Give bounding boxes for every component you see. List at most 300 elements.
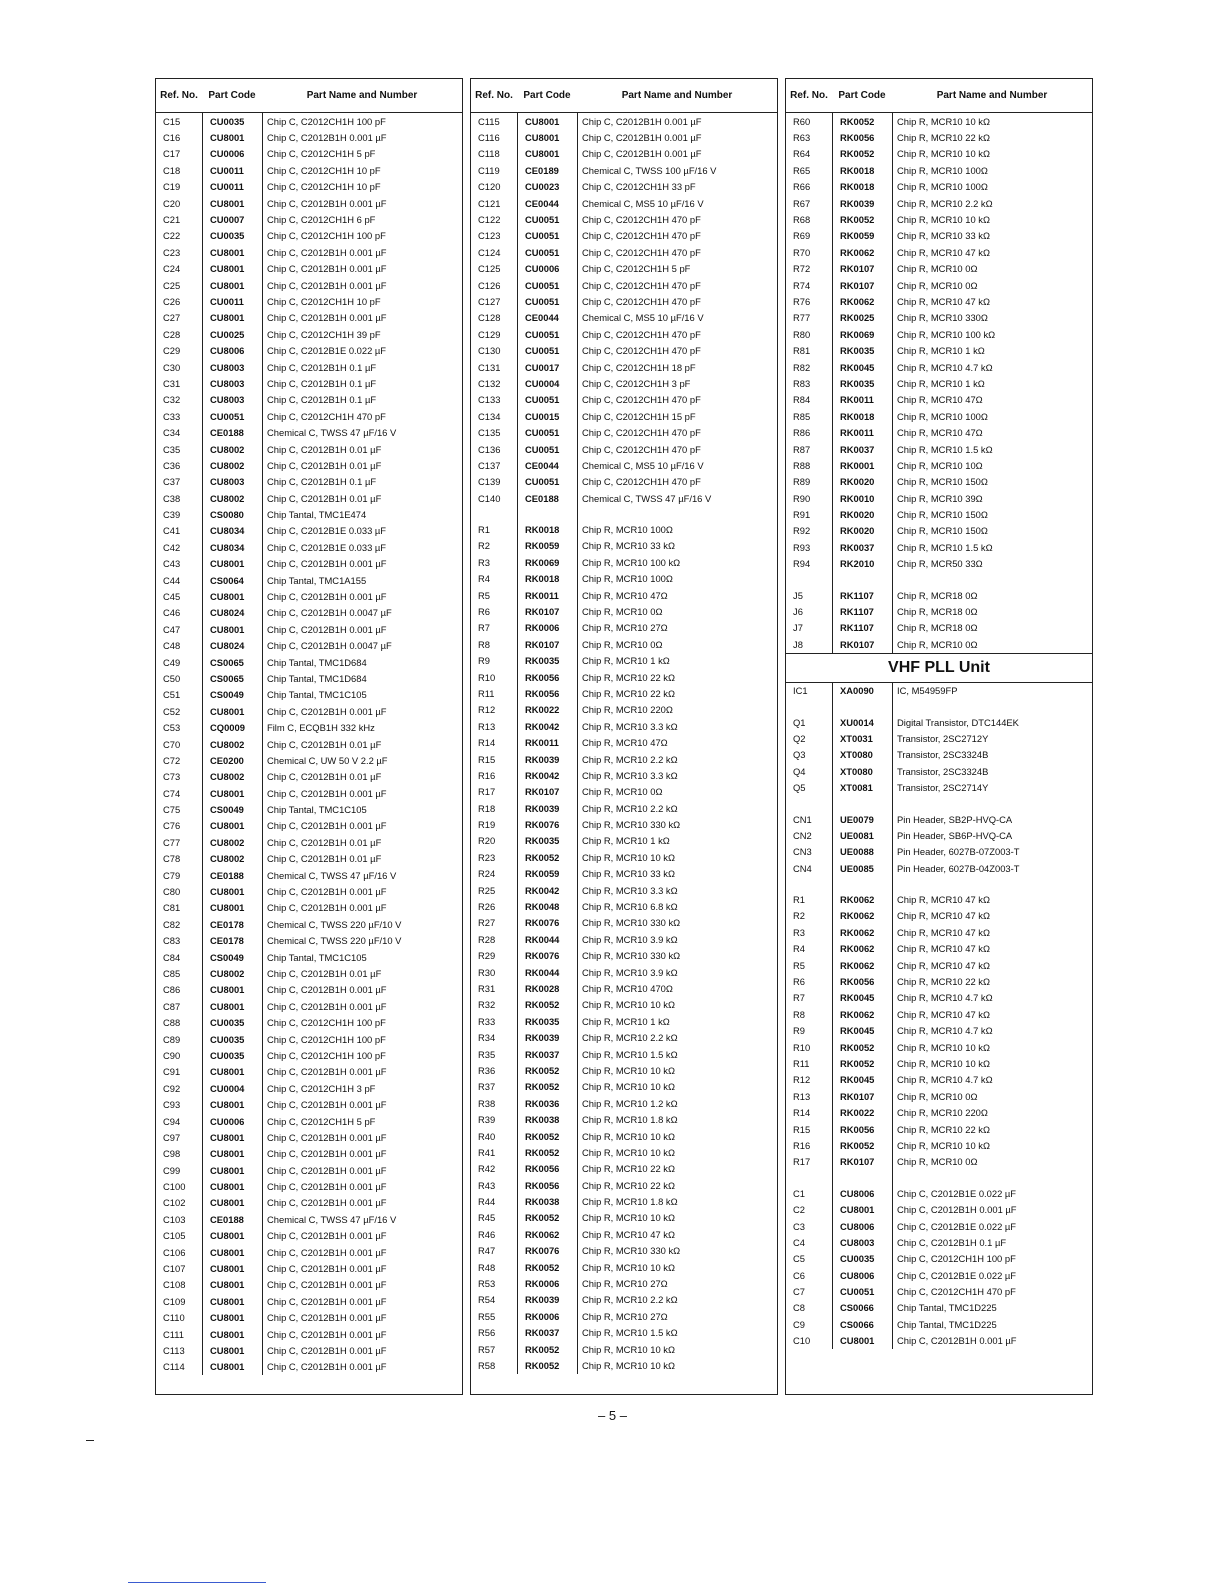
ref-no-cell: R15 — [793, 1123, 811, 1135]
ref-no-cell: R5 — [478, 589, 490, 601]
ref-no-cell: C81 — [163, 902, 181, 914]
part-code-cell: CU8002 — [210, 853, 245, 865]
part-name-cell: Chemical C, TWSS 47 µF/16 V — [267, 869, 397, 881]
part-code-cell: RK0062 — [840, 926, 875, 938]
ref-no-cell: R1 — [478, 524, 490, 536]
part-code-cell: RK0022 — [840, 1107, 875, 1119]
ref-no-cell: C88 — [163, 1017, 181, 1029]
ref-no-cell: C36 — [163, 459, 181, 471]
ref-no-cell: C125 — [478, 263, 501, 275]
part-name-cell: Chip Tantal, TMC1E474 — [267, 509, 367, 521]
part-name-cell: Chip C, C2012B1H 0.0047 µF — [267, 640, 392, 652]
ref-no-cell: R20 — [478, 835, 496, 847]
ref-no-cell: R2 — [478, 540, 490, 552]
part-name-cell: Chemical C, MS5 10 µF/16 V — [582, 312, 704, 324]
ref-no-cell: C109 — [163, 1295, 186, 1307]
ref-no-cell: C1 — [793, 1187, 805, 1199]
part-name-cell: Chip C, C2012B1H 0.01 µF — [267, 459, 382, 471]
ref-no-cell: R46 — [478, 1228, 496, 1240]
part-name-cell: Chip C, C2012B1H 0.001 µF — [267, 246, 387, 258]
part-name-cell: Chip C, C2012B1H 0.1 µF — [267, 377, 377, 389]
part-name-cell: Chip R, MCR10 1.5 kΩ — [582, 1327, 678, 1339]
part-code-cell: CS0066 — [840, 1318, 874, 1330]
part-name-cell: Chip C, C2012B1H 0.01 µF — [267, 443, 382, 455]
ref-no-cell: R82 — [793, 361, 811, 373]
part-code-cell: RK0069 — [840, 328, 875, 340]
part-name-cell: Chip C, C2012CH1H 5 pF — [267, 1115, 376, 1127]
part-code-cell: RK0011 — [840, 394, 874, 406]
part-code-cell: RK0056 — [525, 1179, 560, 1191]
part-name-cell: Chip C, C2012CH1H 5 pF — [267, 148, 376, 160]
part-code-cell: RK0052 — [840, 214, 875, 226]
part-name-cell: Chip C, C2012CH1H 10 pF — [267, 295, 381, 307]
part-code-cell: RK0010 — [840, 492, 875, 504]
part-name-cell: Chip C, C2012B1H 0.0047 µF — [267, 607, 392, 619]
part-name-cell: Chip C, C2012B1H 0.001 µF — [582, 132, 702, 144]
ref-no-cell: C115 — [478, 115, 500, 127]
ref-no-cell: R11 — [793, 1058, 810, 1069]
ref-no-cell: C82 — [163, 918, 181, 930]
part-name-cell: Chip R, MCR10 47 kΩ — [897, 295, 990, 307]
part-name-cell: Chip Tantal, TMC1D684 — [267, 672, 367, 684]
part-name-cell: Pin Header, SB2P-HVQ-CA — [897, 813, 1013, 825]
part-code-cell: CU8001 — [525, 148, 560, 160]
part-name-cell: Digital Transistor, DTC144EK — [897, 716, 1019, 728]
part-code-cell: CU8001 — [210, 312, 245, 324]
ref-no-cell: C123 — [478, 230, 501, 242]
ref-no-cell: C38 — [163, 492, 181, 504]
ref-no-cell: R77 — [793, 312, 811, 324]
part-code-cell: RK0056 — [525, 687, 560, 699]
header-ref-no: Ref. No. — [790, 90, 828, 101]
part-name-cell: Chip C, C2012CH1H 100 pF — [267, 230, 386, 242]
ref-no-cell: C128 — [478, 312, 501, 324]
part-name-cell: Chip R, MCR10 3.3 kΩ — [582, 720, 678, 732]
part-code-cell: CU0051 — [525, 246, 560, 258]
part-name-cell: Chip R, MCR10 330 kΩ — [582, 917, 681, 929]
part-code-cell: RK0039 — [525, 753, 560, 765]
part-name-cell: Chip R, MCR18 0Ω — [897, 589, 978, 601]
part-code-cell: CU8002 — [210, 492, 245, 504]
ref-no-cell: C26 — [163, 295, 181, 307]
part-name-cell: Chip R, MCR10 47Ω — [897, 394, 983, 406]
ref-no-cell: C22 — [163, 230, 181, 242]
part-code-cell: CE0189 — [525, 164, 559, 176]
part-name-cell: Chip C, C2012B1H 0.01 µF — [267, 853, 382, 865]
part-code-cell: CU8001 — [210, 1164, 245, 1176]
part-code-cell: CE0044 — [525, 312, 559, 324]
part-code-cell: RK0022 — [525, 704, 560, 716]
parts-table-column-1 — [155, 78, 463, 1395]
ref-no-cell: R91 — [793, 509, 811, 521]
ref-no-cell: CN4 — [793, 862, 812, 874]
part-code-cell: RK0039 — [525, 802, 560, 814]
part-code-cell: RK0076 — [525, 819, 560, 831]
part-name-cell: Chip C, C2012CH1H 6 pF — [267, 214, 376, 226]
ref-no-cell: R88 — [793, 459, 811, 471]
ref-no-cell: C116 — [478, 132, 500, 144]
part-code-cell: CU8001 — [210, 984, 245, 996]
ref-no-cell: R44 — [478, 1196, 496, 1208]
part-name-cell: Chip R, MCR10 47 kΩ — [897, 894, 990, 906]
part-code-cell: CU0006 — [525, 263, 560, 275]
part-name-cell: Chip C, C2012B1H 0.001 µF — [267, 1197, 387, 1209]
part-code-cell: CU8001 — [840, 1204, 875, 1216]
ref-no-cell: C75 — [163, 804, 181, 816]
ref-no-cell: C140 — [478, 492, 501, 504]
part-code-cell: CU8001 — [210, 1000, 245, 1012]
ref-no-cell: R15 — [478, 753, 496, 765]
part-code-cell: RK0059 — [525, 540, 560, 552]
part-code-cell: CU0035 — [210, 230, 245, 242]
part-code-cell: CU0011 — [210, 295, 244, 307]
part-code-cell: CU8001 — [210, 902, 245, 914]
part-name-cell: Chip R, MCR10 10 kΩ — [582, 851, 675, 863]
part-name-cell: Chip C, C2012B1H 0.001 µF — [267, 1148, 387, 1160]
part-name-cell: Chip R, MCR10 1 kΩ — [582, 1015, 670, 1027]
part-code-cell: CE0188 — [525, 492, 559, 504]
part-code-cell: CU0051 — [525, 214, 560, 226]
header-part-code: Part Code — [838, 90, 886, 101]
part-code-cell: CS0049 — [210, 951, 244, 963]
part-name-cell: Chip R, MCR10 0Ω — [582, 606, 663, 618]
ref-no-cell: C130 — [478, 345, 501, 357]
part-name-cell: Chip C, C2012CH1H 100 pF — [267, 1017, 386, 1029]
ref-no-cell: C89 — [163, 1033, 181, 1045]
part-name-cell: Chip R, MCR10 1.8 kΩ — [582, 1196, 678, 1208]
part-name-cell: Chip R, MCR10 1.5 kΩ — [897, 443, 993, 455]
ref-no-cell: C99 — [163, 1164, 181, 1176]
ref-no-cell: C133 — [478, 394, 501, 406]
part-name-cell: Chip R, MCR10 2.2 kΩ — [897, 197, 993, 209]
ref-no-cell: R10 — [793, 1041, 811, 1053]
part-code-cell: CU8001 — [210, 1066, 245, 1078]
part-name-cell: Chip Tantal, TMC1C105 — [267, 804, 367, 816]
part-name-cell: Chip R, MCR10 22 kΩ — [582, 671, 675, 683]
part-name-cell: Chip R, MCR10 2.2 kΩ — [582, 1294, 678, 1306]
part-code-cell: RK0039 — [525, 1294, 560, 1306]
ref-no-cell: J8 — [793, 638, 803, 650]
ref-no-cell: R47 — [478, 1245, 496, 1257]
part-code-cell: UE0088 — [840, 846, 874, 858]
part-code-cell: RK1107 — [840, 622, 874, 634]
ref-no-cell: R31 — [478, 983, 496, 994]
ref-no-cell: R36 — [478, 1064, 496, 1076]
ref-no-cell: R9 — [478, 655, 490, 667]
header-ref-no: Ref. No. — [475, 90, 513, 101]
part-name-cell: Chip R, MCR10 22 kΩ — [582, 1163, 675, 1175]
ref-no-cell: R94 — [793, 558, 811, 570]
part-code-cell: CU0051 — [525, 279, 560, 291]
ref-no-cell: C4 — [793, 1236, 805, 1248]
part-name-cell: Transistor, 2SC2712Y — [897, 732, 989, 744]
part-code-cell: RK0052 — [525, 851, 560, 863]
ref-no-cell: C105 — [163, 1230, 186, 1242]
ref-no-cell: C76 — [163, 820, 181, 832]
part-code-cell: RK0036 — [525, 1097, 560, 1109]
part-code-cell: CU8001 — [210, 1279, 245, 1291]
part-name-cell: Chip C, C2012B1H 0.001 µF — [267, 902, 387, 914]
ref-no-cell: R76 — [793, 295, 811, 307]
part-name-cell: Chip C, C2012CH1H 100 pF — [267, 1033, 386, 1045]
ref-no-cell: R9 — [793, 1025, 805, 1037]
ref-no-cell: Q3 — [793, 749, 806, 761]
part-name-cell: Chip C, C2012B1H 0.001 µF — [267, 1295, 387, 1307]
part-name-cell: Chip C, C2012B1H 0.001 µF — [267, 886, 387, 898]
header-part-name: Part Name and Number — [936, 90, 1048, 101]
part-name-cell: Film C, ECQB1H 332 kHz — [267, 722, 375, 734]
ref-no-cell: R87 — [793, 443, 811, 455]
part-code-cell: RK0037 — [840, 443, 875, 455]
ref-no-cell: R40 — [478, 1130, 496, 1142]
part-name-cell: Chip C, C2012B1H 0.001 µF — [267, 1344, 387, 1356]
part-code-cell: CU8003 — [210, 476, 245, 488]
part-code-cell: CU0051 — [525, 230, 560, 242]
header-part-name: Part Name and Number — [306, 90, 418, 101]
part-code-cell: CU8003 — [210, 361, 245, 373]
ref-no-cell: C45 — [163, 591, 181, 603]
part-name-cell: Chip R, MCR10 27Ω — [582, 1310, 668, 1322]
part-code-cell: RK0056 — [840, 132, 875, 144]
ref-no-cell: R30 — [478, 966, 496, 978]
part-name-cell: Chip C, C2012B1H 0.001 µF — [267, 1263, 387, 1275]
part-code-cell: CU8034 — [210, 541, 245, 553]
ref-no-cell: R72 — [793, 263, 811, 275]
part-code-cell: CU8001 — [210, 623, 245, 635]
part-name-cell: Chip R, MCR18 0Ω — [897, 622, 978, 634]
part-code-cell: CU8001 — [210, 1312, 245, 1324]
part-code-cell: RK0062 — [840, 246, 875, 258]
part-code-cell: RK0001 — [840, 459, 875, 471]
part-name-cell: Chip C, C2012B1H 0.001 µF — [267, 263, 387, 275]
part-code-cell: CU8002 — [210, 738, 245, 750]
part-name-cell: Chip Tantal, TMC1D684 — [267, 656, 367, 668]
ref-no-cell: C83 — [163, 935, 181, 947]
part-name-cell: Chip R, MCR10 3.9 kΩ — [582, 966, 678, 978]
part-code-cell: CU8002 — [210, 968, 245, 979]
ref-no-cell: R35 — [478, 1048, 496, 1060]
part-name-cell: Chip C, C2012CH1H 18 pF — [582, 361, 696, 373]
part-code-cell: RK0042 — [525, 720, 560, 732]
part-name-cell: Chip R, MCR10 10 kΩ — [897, 148, 990, 160]
ref-no-cell: C100 — [163, 1181, 186, 1193]
ref-no-cell: R6 — [793, 976, 805, 988]
part-code-cell: RK0107 — [525, 638, 560, 650]
part-name-cell: Chip R, MCR10 22 kΩ — [582, 1179, 675, 1191]
part-name-cell: Chip C, C2012CH1H 470 pF — [582, 214, 701, 226]
ref-no-cell: R66 — [793, 181, 811, 193]
part-code-cell: RK0062 — [840, 910, 875, 922]
part-name-cell: Chip R, MCR10 22 kΩ — [897, 976, 990, 988]
ref-no-cell: R3 — [478, 556, 490, 568]
part-code-cell: CU8001 — [210, 591, 245, 603]
ref-no-cell: R26 — [478, 901, 496, 913]
part-code-cell: RK0052 — [525, 1146, 560, 1158]
part-name-cell: Chemical C, MS5 10 µF/16 V — [582, 459, 704, 471]
part-code-cell: CU0051 — [210, 410, 245, 422]
part-name-cell: Chip R, MCR10 10 kΩ — [582, 1359, 675, 1371]
ref-no-cell: R12 — [478, 704, 496, 716]
ref-no-cell: J7 — [793, 622, 803, 634]
parts-table-column-3 — [785, 78, 1093, 1395]
ref-no-cell: R41 — [478, 1146, 496, 1158]
part-code-cell: RK0018 — [525, 573, 560, 585]
part-code-cell: RK0062 — [840, 295, 875, 307]
column-divider — [262, 113, 263, 1375]
part-name-cell: Chip R, MCR50 33Ω — [897, 558, 983, 570]
ref-no-cell: C92 — [163, 1082, 181, 1094]
part-name-cell: Chip C, C2012CH1H 470 pF — [267, 410, 386, 422]
part-name-cell: Chip R, MCR10 10 kΩ — [897, 1041, 990, 1053]
part-name-cell: Chip C, C2012CH1H 470 pF — [582, 427, 701, 439]
part-code-cell: RK0037 — [525, 1048, 560, 1060]
part-name-cell: Chip R, MCR10 0Ω — [897, 1156, 978, 1168]
part-code-cell: CU0051 — [525, 328, 560, 340]
part-name-cell: Chip C, C2012B1H 0.1 µF — [267, 361, 377, 373]
part-code-cell: CU8006 — [210, 345, 245, 357]
ref-no-cell: C29 — [163, 345, 181, 357]
ref-no-cell: C70 — [163, 738, 181, 750]
part-name-cell: Chip R, MCR10 27Ω — [582, 1278, 668, 1290]
ref-no-cell: C120 — [478, 181, 501, 193]
part-code-cell: CU8002 — [210, 836, 245, 848]
part-code-cell: CU0051 — [525, 427, 560, 439]
part-name-cell: Chip R, MCR10 220Ω — [582, 704, 673, 716]
ref-no-cell: C110 — [163, 1312, 185, 1324]
ref-no-cell: C72 — [163, 754, 181, 766]
ref-no-cell: R85 — [793, 410, 811, 422]
part-code-cell: XA0090 — [840, 685, 874, 697]
part-code-cell: CE0044 — [525, 197, 559, 209]
part-code-cell: CU8024 — [210, 607, 245, 619]
part-code-cell: CU0051 — [525, 443, 560, 455]
part-name-cell: Chip C, C2012B1H 0.01 µF — [267, 771, 382, 783]
part-code-cell: CU0004 — [210, 1082, 245, 1094]
ref-no-cell: R48 — [478, 1261, 496, 1273]
column-divider — [832, 113, 833, 1349]
ref-no-cell: R27 — [478, 917, 496, 929]
part-name-cell: Chip R, MCR10 39Ω — [897, 492, 983, 504]
ref-no-cell: R39 — [478, 1114, 496, 1126]
part-name-cell: Chip R, MCR10 1.2 kΩ — [582, 1097, 678, 1109]
part-code-cell: RK0018 — [840, 164, 875, 176]
ref-no-cell: C113 — [163, 1344, 185, 1356]
ref-no-cell: C10 — [793, 1335, 811, 1347]
part-name-cell: Chip R, MCR10 1 kΩ — [582, 655, 670, 667]
part-code-cell: CE0188 — [210, 869, 244, 881]
ref-no-cell: C129 — [478, 328, 501, 340]
part-name-cell: Chip C, C2012B1H 0.001 µF — [267, 787, 387, 799]
part-name-cell: Chip R, MCR10 47 kΩ — [582, 1228, 675, 1240]
ref-no-cell: R8 — [478, 638, 490, 650]
part-name-cell: Transistor, 2SC3324B — [897, 765, 989, 777]
ref-no-cell: C32 — [163, 394, 181, 406]
part-name-cell: Chip R, MCR10 1.5 kΩ — [897, 541, 993, 553]
part-code-cell: CU8006 — [840, 1220, 875, 1232]
part-code-cell: CU8002 — [210, 459, 245, 471]
part-name-cell: Chip R, MCR10 10 kΩ — [582, 1064, 675, 1076]
ref-no-cell: R54 — [478, 1294, 496, 1306]
ref-no-cell: R16 — [793, 1139, 811, 1151]
ref-no-cell: R2 — [793, 910, 805, 922]
part-code-cell: CU0035 — [210, 1017, 245, 1029]
part-name-cell: Chip C, C2012B1H 0.001 µF — [267, 1066, 387, 1078]
part-code-cell: RK0107 — [840, 638, 875, 650]
ref-no-cell: C3 — [793, 1220, 805, 1232]
part-code-cell: CU8001 — [210, 1361, 245, 1373]
ref-no-cell: R24 — [478, 868, 496, 880]
column-divider — [202, 113, 203, 1375]
header-part-code: Part Code — [523, 90, 571, 101]
part-name-cell: Chip C, C2012B1H 0.001 µF — [267, 1000, 387, 1012]
ref-no-cell: C53 — [163, 722, 181, 734]
ref-no-cell: R32 — [478, 999, 496, 1011]
part-name-cell: Chip R, MCR10 1.8 kΩ — [582, 1114, 678, 1126]
part-name-cell: Chip R, MCR10 100Ω — [897, 181, 988, 193]
part-code-cell: CU0006 — [210, 148, 245, 160]
part-name-cell: Chemical C, MS5 10 µF/16 V — [582, 197, 704, 209]
part-code-cell: CU0051 — [525, 394, 560, 406]
part-code-cell: RK0052 — [840, 115, 875, 127]
part-code-cell: CU8001 — [210, 197, 245, 209]
part-name-cell: Chip C, C2012CH1H 10 pF — [267, 164, 381, 176]
ref-no-cell: R14 — [478, 737, 496, 749]
part-name-cell: Chip C, C2012B1H 0.1 µF — [267, 394, 377, 406]
page-number: – 5 – — [598, 1408, 627, 1423]
ref-no-cell: C84 — [163, 951, 181, 963]
part-name-cell: Chip R, MCR10 10 kΩ — [582, 1130, 675, 1142]
part-name-cell: Chip C, C2012CH1H 470 pF — [582, 328, 701, 340]
part-code-cell: CS0065 — [210, 672, 244, 684]
ref-no-cell: R45 — [478, 1212, 496, 1224]
part-name-cell: Chip C, C2012CH1H 470 pF — [582, 345, 701, 357]
part-code-cell: CU0035 — [210, 1033, 245, 1045]
part-name-cell: Chip Tantal, TMC1C105 — [267, 951, 367, 963]
part-code-cell: CU0015 — [525, 410, 560, 422]
part-code-cell: RK0035 — [525, 835, 560, 847]
ref-no-cell: C48 — [163, 640, 181, 652]
ref-no-cell: C103 — [163, 1213, 186, 1225]
ref-no-cell: R92 — [793, 525, 811, 537]
part-code-cell: CU8001 — [525, 115, 560, 127]
part-code-cell: RK0052 — [840, 148, 875, 160]
part-name-cell: Chip R, MCR10 47 kΩ — [897, 1008, 990, 1020]
ref-no-cell: R70 — [793, 246, 811, 258]
part-name-cell: Chip C, C2012B1H 0.001 µF — [267, 558, 387, 570]
part-code-cell: RK0076 — [525, 917, 560, 929]
part-code-cell: RK0028 — [525, 983, 560, 994]
ref-no-cell: C136 — [478, 443, 501, 455]
part-name-cell: Chip R, MCR10 22 kΩ — [897, 1123, 990, 1135]
part-code-cell: CU8003 — [840, 1236, 875, 1248]
part-code-cell: CU8001 — [525, 132, 560, 144]
ref-no-cell: C97 — [163, 1131, 181, 1143]
part-code-cell: CE0200 — [210, 754, 244, 766]
part-name-cell: Transistor, 2SC2714Y — [897, 782, 989, 794]
part-name-cell: Chip R, MCR10 2.2 kΩ — [582, 1032, 678, 1044]
part-code-cell: RK0020 — [840, 509, 875, 521]
ref-no-cell: C86 — [163, 984, 181, 996]
ref-no-cell: R53 — [478, 1278, 496, 1290]
part-code-cell: RK0042 — [525, 769, 560, 781]
part-code-cell: RK0107 — [840, 1090, 875, 1102]
part-name-cell: Chemical C, TWSS 47 µF/16 V — [267, 427, 397, 439]
part-code-cell: CU8006 — [840, 1269, 875, 1281]
ref-no-cell: R81 — [793, 345, 811, 357]
ref-no-cell: C131 — [478, 361, 501, 373]
part-name-cell: Chip R, MCR18 0Ω — [897, 606, 978, 618]
part-name-cell: Chip R, MCR10 3.3 kΩ — [582, 769, 678, 781]
